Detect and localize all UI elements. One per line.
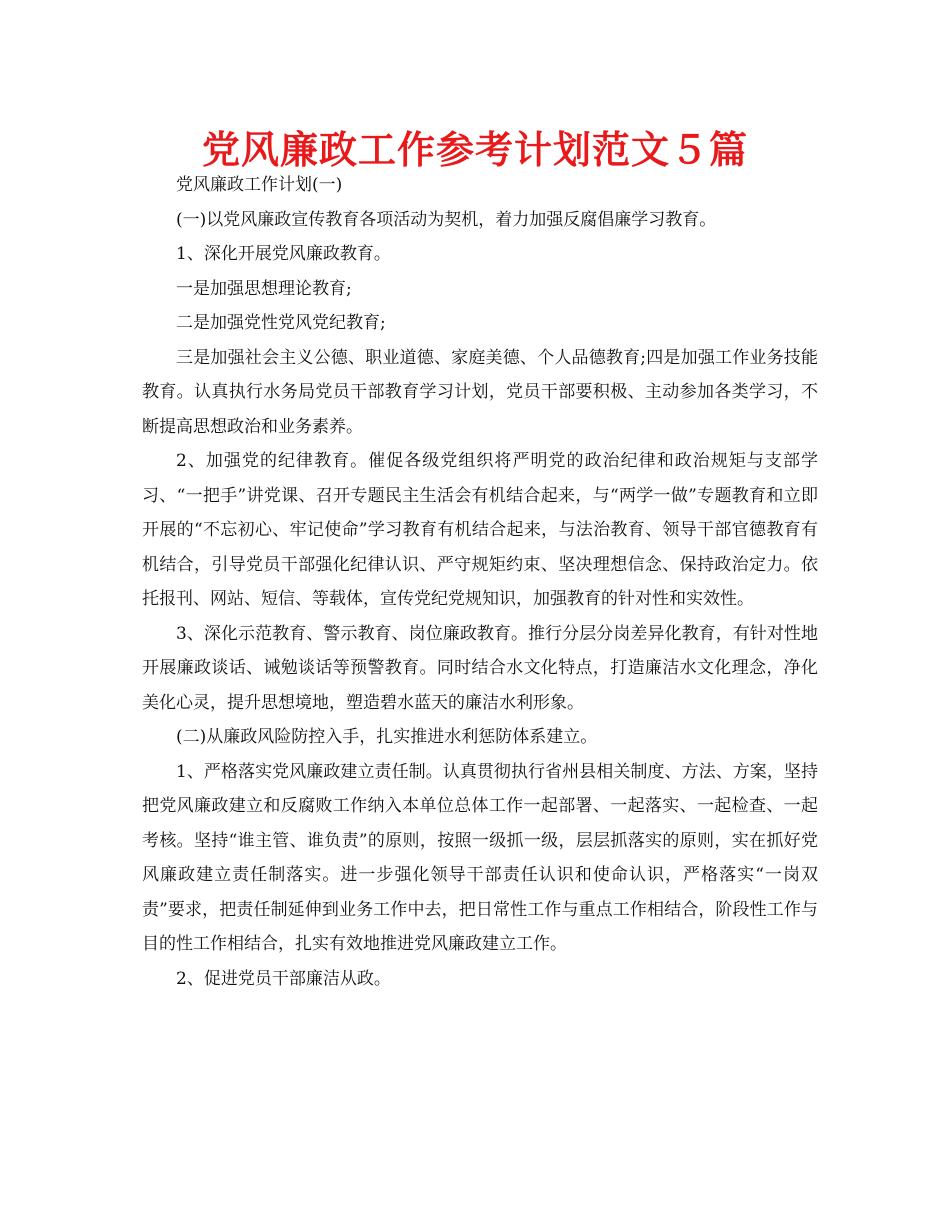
paragraph-item-3: 3、深化示范教育、警示教育、岗位廉政教育。推行分层分岗差异化教育，有针对性地开展廉政谈话、诫勉谈话等预警教育。同时结合水文化特点，打造廉洁水文化理念，净化美化心灵，提升思想境地，塑造碧水蓝天的廉洁水利形象。 — [142, 623, 818, 713]
paragraph-item-1: 1、深化开展党风廉政教育。 — [176, 244, 391, 264]
paragraph-point-2: 二是加强党性党风党纪教育; — [176, 313, 386, 333]
paragraph-plan-heading: 党风廉政工作计划(一) — [176, 175, 343, 195]
paragraph-section-one: (一)以党风廉政宣传教育各项活动为契机，着力加强反腐倡廉学习教育。 — [176, 209, 717, 230]
paragraph-section-two-item-1: 1、严格落实党风廉政建立责任制。认真贯彻执行省州县相关制度、方法、方案，坚持把党风廉政建立和反腐败工作纳入本单位总体工作一起部署、一起落实、一起检查、一起考核。坚持“谁主管、谁负责”的原则，按照一级抓一级，层层抓落实的原则，实在抓好党风廉政建立责任制落实。进一步强化领导干部责任认识和使命认识，严格落实“一岗双责”要求，把责任制延伸到业务工作中去，把日常性工作与重点工作相结合，阶段性工作与目的性工作相结合，扎实有效地推进党风廉政建立工作。 — [142, 761, 818, 954]
document-body — [142, 168, 818, 996]
document-title: 党风廉政工作参考计划范文５篇 — [201, 127, 748, 172]
paragraph-point-1: 一是加强思想理论教育; — [176, 278, 352, 299]
paragraph-section-two-item-2: 2、促进党员干部廉洁从政。 — [176, 968, 391, 989]
paragraph-section-two: (二)从廉政风险防控入手，扎实推进水利惩防体系建立。 — [176, 727, 598, 747]
paragraph-point-3-4: 三是加强社会主义公德、职业道德、家庭美德、个人品德教育;四是加强工作业务技能教育。认真执行水务局党员干部教育学习计划，党员干部要积极、主动参加各类学习，不断提高思想政治和业务素养。 — [142, 347, 818, 437]
paragraph-item-2: 2、加强党的纪律教育。催促各级党组织将严明党的政治纪律和政治规矩与支部学习、“一把手”讲党课、召开专题民主生活会有机结合起来，与“两学一做”专题教育和立即开展的“不忘初心、牢记使命”学习教育有机结合起来，与法治教育、领导干部官德教育有机结合，引导党员干部强化纪律认识、严守规矩约束、坚决理想信念、保持政治定力。依托报刊、网站、短信、等载体，宣传党纪党规知识，加强教育的针对性和实效性。 — [142, 451, 818, 609]
